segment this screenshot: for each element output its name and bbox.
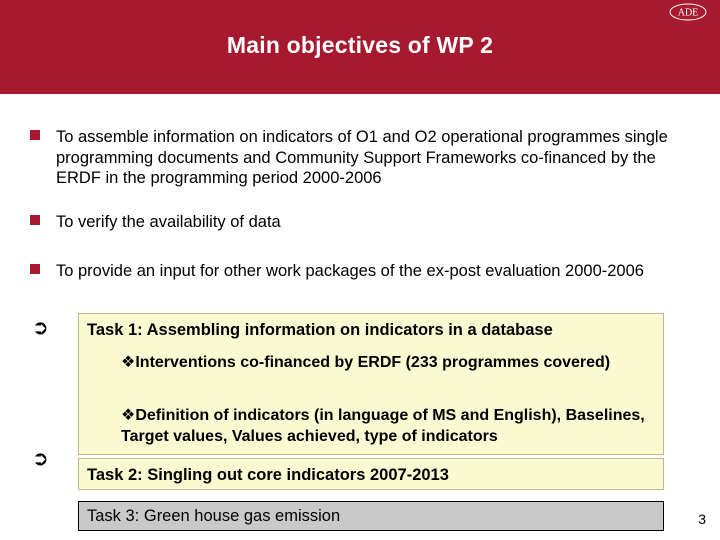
- square-bullet-icon: [30, 215, 40, 225]
- task1-box: [78, 313, 664, 455]
- diamond-bullet-icon: ❖: [121, 407, 136, 424]
- arrow-bullet-icon: ➲: [32, 448, 49, 470]
- task3-title: Task 3: Green house gas emission: [87, 507, 341, 525]
- header-bar: [0, 0, 720, 94]
- arrow-bullet-icon: ➲: [32, 317, 49, 339]
- task2-title: Task 2: Singling out core indicators 2007-2013: [87, 466, 449, 484]
- page-number: 3: [698, 511, 706, 527]
- bullet-text: To provide an input for other work packages of the ex-post evaluation 2000-2006: [56, 262, 644, 280]
- task1-subitem-2: [121, 405, 651, 447]
- task3-box: [78, 501, 664, 531]
- subitem-text: Interventions co-financed by ERDF (233 programmes covered): [135, 354, 611, 371]
- diamond-bullet-icon: ❖: [121, 354, 136, 371]
- svg-text:ADE: ADE: [677, 7, 699, 19]
- page-title: Main objectives of WP 2: [226, 32, 494, 58]
- task1-title: Task 1: Assembling information on indicators in a database: [87, 321, 553, 339]
- ade-logo: [668, 2, 708, 22]
- bullet-text: To verify the availability of data: [56, 213, 281, 231]
- task1-subitem-1: [121, 352, 651, 373]
- square-bullet-icon: [30, 264, 40, 274]
- subitem-text: Definition of indicators (in language of MS and English), Baselines, Target values, Values achieved, type of indicators: [121, 407, 645, 445]
- task2-box: [78, 458, 664, 490]
- bullet-text: To assemble information on indicators of O1 and O2 operational programmes single programming documents and Community Support Frameworks co-financed by the ERDF in the programming period 2000-2006: [56, 128, 668, 187]
- square-bullet-icon: [30, 130, 40, 140]
